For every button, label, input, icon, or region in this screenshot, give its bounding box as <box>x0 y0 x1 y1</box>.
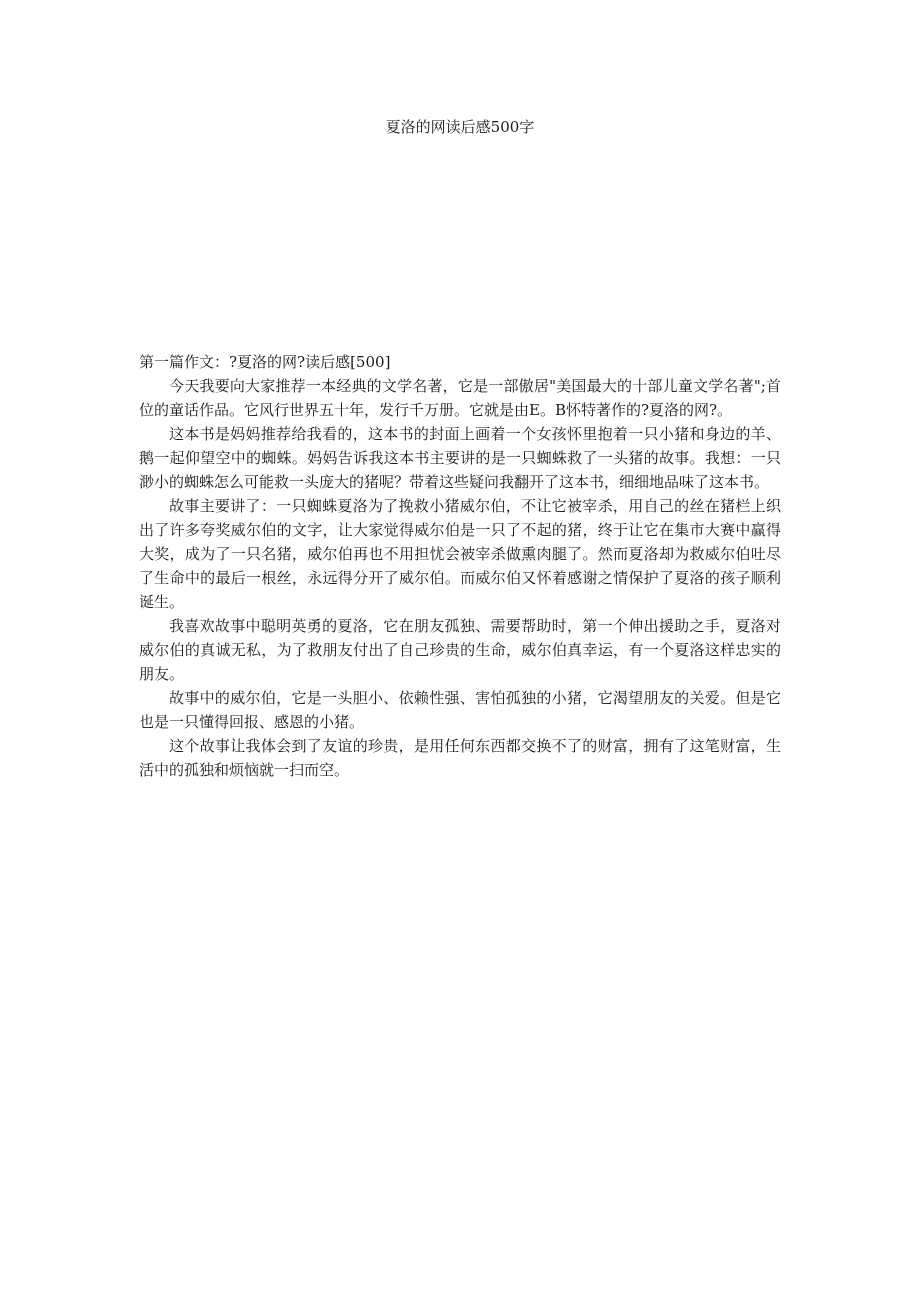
paragraph-book-cover: 这本书是妈妈推荐给我看的，这本书的封面上画着一个女孩怀里抱着一只小猪和身边的羊、鹅一起仰望空中的蜘蛛。妈妈告诉我这本书主要讲的是一只蜘蛛救了一头猪的故事。我想：一只渺小的蜘蛛怎么可能救一头庞大的猪呢？带着这些疑问我翻开了这本书，细细地品味了这本书。 <box>139 425 781 491</box>
paragraph-wilbur: 故事中的威尔伯，它是一头胆小、依赖性强、害怕孤独的小猪，它渴望朋友的关爱。但是它也是一只懂得回报、感恩的小猪。 <box>139 689 781 731</box>
document-body <box>139 350 781 782</box>
document-title: 夏洛的网读后感500字 <box>385 118 535 136</box>
section-heading: 第一篇作文：?夏洛的网?读后感[500] <box>139 353 391 371</box>
paragraph-charlotte: 我喜欢故事中聪明英勇的夏洛，它在朋友孤独、需要帮助时，第一个伸出援助之手，夏洛对威尔伯的真诚无私，为了救朋友付出了自己珍贵的生命，威尔伯真幸运，有一个夏洛这样忠实的朋友。 <box>139 617 781 683</box>
paragraph-story-summary: 故事主要讲了：一只蜘蛛夏洛为了挽救小猪威尔伯，不让它被宰杀，用自己的丝在猪栏上织出了许多夸奖威尔伯的文字，让大家觉得威尔伯是一只了不起的猪，终于让它在集市大赛中赢得大奖，成为了一只名猪，威尔伯再也不用担忧会被宰杀做熏肉腿了。然而夏洛却为救威尔伯吐尽了生命中的最后一根丝，永远得分开了威尔伯。而威尔伯又怀着感谢之情保护了夏洛的孩子顺利诞生。 <box>139 497 781 611</box>
paragraph-intro: 今天我要向大家推荐一本经典的文学名著，它是一部傲居"美国最大的十部儿童文学名著";首位的童话作品。它风行世界五十年，发行千万册。它就是由E。B怀特著作的?夏洛的网?。 <box>139 377 781 419</box>
paragraph-conclusion: 这个故事让我体会到了友谊的珍贵，是用任何东西都交换不了的财富，拥有了这笔财富，生活中的孤独和烦恼就一扫而空。 <box>139 737 781 779</box>
